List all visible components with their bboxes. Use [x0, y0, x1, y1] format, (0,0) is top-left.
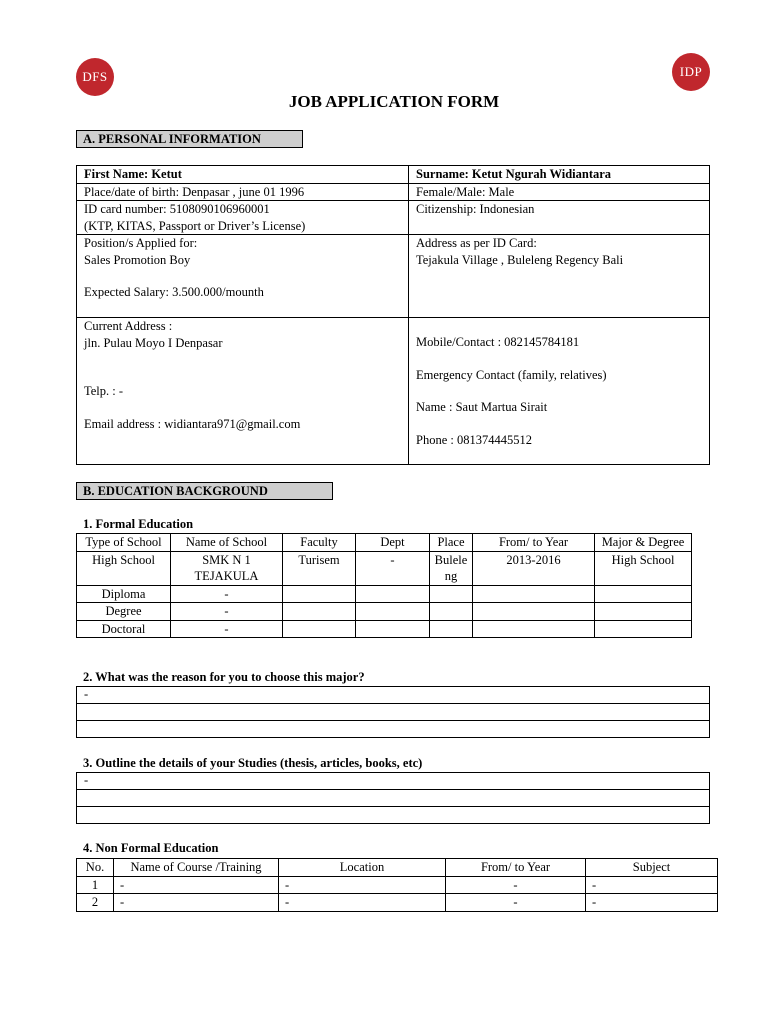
idp-logo-text: IDP [679, 64, 703, 79]
contact-cell [409, 318, 710, 465]
answer-line [77, 704, 710, 721]
answer-line [77, 721, 710, 738]
cell [283, 620, 356, 638]
cell [430, 620, 473, 638]
cell [595, 620, 692, 638]
emergency: Emergency Contact (family, relatives) [416, 367, 607, 382]
header-year: From/ to Year [446, 859, 586, 877]
cell: High School [595, 551, 692, 585]
first-name: First Name: Ketut [77, 166, 409, 184]
gender: Female/Male: Male [409, 183, 710, 201]
answer-line: - [77, 773, 710, 790]
q3-answer-table [76, 772, 710, 824]
position-cell [77, 235, 409, 318]
position-label: Position/s Applied for: [84, 236, 198, 250]
header-no: No. [77, 859, 114, 877]
answer-line [77, 807, 710, 824]
cell: - [171, 620, 283, 638]
section-personal-heading: A. PERSONAL INFORMATION [76, 130, 303, 148]
address-id-cell [409, 235, 710, 318]
address-id-label: Address as per ID Card: [416, 236, 537, 250]
dfs-logo-text: DFS [82, 69, 108, 84]
page-title: JOB APPLICATION FORM [288, 92, 500, 111]
cell [356, 603, 430, 621]
mobile: Mobile/Contact : 082145784181 [416, 335, 580, 349]
header-year: From/ to Year [473, 534, 595, 552]
emergency-phone: Phone : 081374445512 [416, 432, 532, 447]
cell: - [279, 876, 446, 894]
header-dept: Dept [356, 534, 430, 552]
table-row [77, 585, 692, 603]
emergency-name: Name : Saut Martua Sirait [416, 400, 548, 414]
header-subject: Subject [586, 859, 718, 877]
cell [473, 603, 595, 621]
cell: - [279, 894, 446, 912]
cell [595, 585, 692, 603]
cell: Doctoral [77, 620, 171, 638]
cell [283, 585, 356, 603]
cell [473, 585, 595, 603]
cell [595, 603, 692, 621]
header-location: Location [279, 859, 446, 877]
telp: Telp. : - [84, 384, 124, 398]
cell: Degree [77, 603, 171, 621]
salary: Expected Salary: 3.500.000/mounth [84, 285, 264, 299]
cell [473, 620, 595, 638]
surname: Surname: Ketut Ngurah Widiantara [409, 166, 710, 184]
cell [356, 585, 430, 603]
header-school: Name of School [171, 534, 283, 552]
header-faculty: Faculty [283, 534, 356, 552]
table-row [77, 603, 692, 621]
citizenship: Citizenship: Indonesian [409, 201, 710, 235]
formal-education-table [76, 533, 692, 638]
cell: High School [77, 551, 171, 585]
table-row [77, 876, 718, 894]
nonformal-table [76, 858, 718, 912]
cell: - [171, 603, 283, 621]
cell: - [446, 876, 586, 894]
cell: Buleleng [430, 551, 473, 585]
cell: 1 [77, 876, 114, 894]
cell: - [114, 894, 279, 912]
header-course: Name of Course /Training [114, 859, 279, 877]
cell: - [114, 876, 279, 894]
header-type: Type of School [77, 534, 171, 552]
cell [430, 585, 473, 603]
header-major: Major & Degree [595, 534, 692, 552]
header-place: Place [430, 534, 473, 552]
dfs-logo [76, 58, 114, 96]
id-card: ID card number: 5108090106960001 [84, 202, 270, 216]
cell: - [586, 894, 718, 912]
cell: - [446, 894, 586, 912]
answer-line [77, 790, 710, 807]
table-row [77, 551, 692, 585]
table-row [77, 894, 718, 912]
cell: 2013-2016 [473, 551, 595, 585]
cell: Diploma [77, 585, 171, 603]
id-card-cell [77, 201, 409, 235]
cell [283, 603, 356, 621]
current-address-label: Current Address : [84, 319, 173, 333]
position: Sales Promotion Boy [84, 252, 191, 267]
formal-education-heading: 1. Formal Education [83, 517, 194, 531]
cell: 2 [77, 894, 114, 912]
q3-heading: 3. Outline the details of your Studies (thesis, articles, books, etc) [83, 756, 423, 770]
cell: - [586, 876, 718, 894]
personal-info-table [76, 165, 710, 465]
section-education-heading: B. EDUCATION BACKGROUND [76, 482, 333, 500]
table-row [77, 620, 692, 638]
current-address: jln. Pulau Moyo I Denpasar [84, 335, 223, 350]
current-address-cell [77, 318, 409, 465]
birth: Place/date of birth: Denpasar , june 01 1996 [77, 183, 409, 201]
cell: SMK N 1 TEJAKULA [171, 551, 283, 585]
address-id: Tejakula Village , Buleleng Regency Bali [416, 252, 624, 267]
answer-line: - [77, 687, 710, 704]
email: Email address : widiantara971@gmail.com [84, 416, 301, 431]
cell [430, 603, 473, 621]
idp-logo [672, 53, 710, 91]
nonformal-heading: 4. Non Formal Education [83, 841, 219, 855]
q2-heading: 2. What was the reason for you to choose this major? [83, 670, 365, 684]
cell [356, 620, 430, 638]
cell: Turisem [283, 551, 356, 585]
id-card-note: (KTP, KITAS, Passport or Driver’s License) [84, 218, 306, 233]
cell: - [356, 551, 430, 585]
q2-answer-table [76, 686, 710, 738]
cell: - [171, 585, 283, 603]
